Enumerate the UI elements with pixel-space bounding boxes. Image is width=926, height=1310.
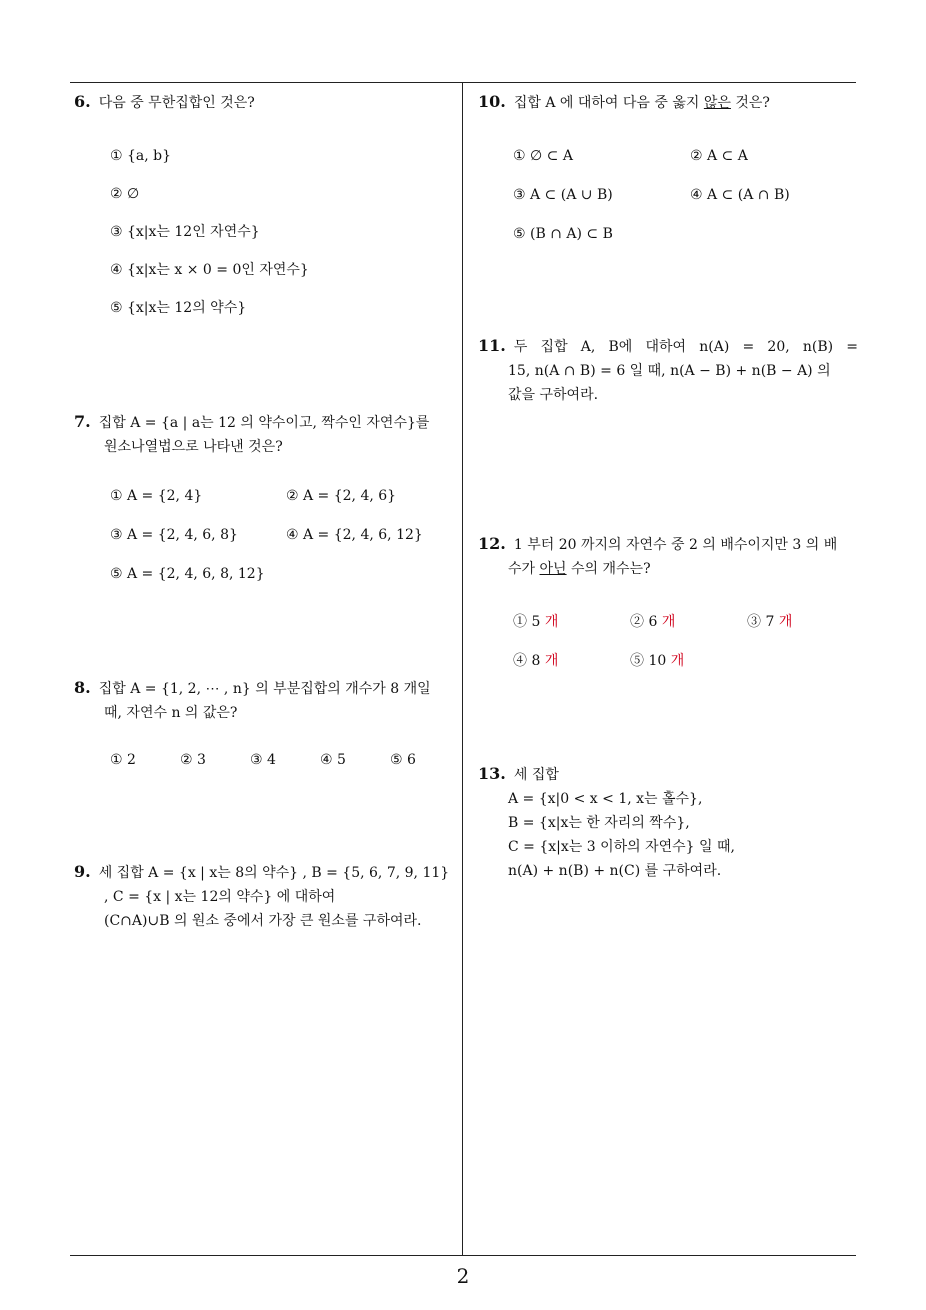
q8-option-2[interactable]: ② 3 <box>180 752 206 768</box>
question-stem-line1: 두 집합 A, B에 대하여 n(A) = 20, n(B) = <box>513 339 858 355</box>
question-13 <box>478 762 858 883</box>
q10-option-1[interactable]: ① ∅ ⊂ A <box>513 148 573 164</box>
q8-option-5[interactable]: ⑤ 6 <box>390 752 416 768</box>
q10-option-2[interactable]: ② A ⊂ A <box>690 148 748 164</box>
option-label: ⑤ 10 <box>630 653 671 669</box>
set-a-definition: A = {x|0 < x < 1, x는 홀수}, <box>508 791 703 807</box>
q7-option-1[interactable]: ① A = {2, 4} <box>110 488 203 504</box>
question-number: 6. <box>74 92 91 111</box>
question-stem-line1: 집합 A = {a | a는 12 의 약수이고, 짝수인 자연수}를 <box>98 415 430 431</box>
question-stem: 집합 A 에 대하여 다음 중 옳지 <box>513 95 704 111</box>
q12-option-1[interactable] <box>513 612 558 632</box>
question-stem-line2: 때, 자연수 n 의 값은? <box>104 705 238 721</box>
underlined-word: 아닌 <box>539 561 567 577</box>
question-number: 10. <box>478 92 506 111</box>
q6-option-3[interactable]: ③ {x|x는 12인 자연수} <box>110 224 260 240</box>
question-stem-line2: 원소나열법으로 나타낸 것은? <box>104 439 283 455</box>
question-stem-line1: 집합 A = {1, 2, ⋯ , n} 의 부분집합의 개수가 8 개일 <box>98 681 431 697</box>
q7-option-2[interactable]: ② A = {2, 4, 6} <box>286 488 397 504</box>
q7-option-4[interactable]: ④ A = {2, 4, 6, 12} <box>286 527 423 543</box>
option-label: ③ 7 <box>747 614 779 630</box>
question-stem-line3: (C∩A)∪B 의 원소 중에서 가장 큰 원소를 구하여라. <box>104 913 422 929</box>
q6-option-5[interactable]: ⑤ {x|x는 12의 약수} <box>110 300 247 316</box>
question-9 <box>74 860 458 933</box>
question-stem: 다음 중 무한집합인 것은? <box>98 95 255 111</box>
question-number: 9. <box>74 862 91 881</box>
question-stem-line1: 세 집합 A = {x | x는 8의 약수} , B = {5, 6, 7, 9, 11} <box>98 865 450 881</box>
q8-option-3[interactable]: ③ 4 <box>250 752 276 768</box>
question-number: 11. <box>478 336 506 355</box>
q6-option-4[interactable]: ④ {x|x는 x × 0 = 0인 자연수} <box>110 262 309 278</box>
option-unit: 개 <box>661 614 676 630</box>
question-number: 12. <box>478 534 506 553</box>
q7-option-5[interactable]: ⑤ A = {2, 4, 6, 8, 12} <box>110 566 265 582</box>
top-rule <box>70 82 856 83</box>
question-stem-line2-end: 수의 개수는? <box>566 561 651 577</box>
question-stem-end: 것은? <box>730 95 770 111</box>
option-label: ① 5 <box>513 614 545 630</box>
question-stem-line2: , C = {x | x는 12의 약수} 에 대하여 <box>104 889 336 905</box>
question-stem-line2: 수가 <box>508 561 540 577</box>
question-11 <box>478 334 858 407</box>
q12-option-3[interactable] <box>747 612 792 632</box>
option-unit: 개 <box>544 653 559 669</box>
option-unit: 개 <box>544 614 559 630</box>
q10-option-4[interactable]: ④ A ⊂ (A ∩ B) <box>690 187 790 203</box>
q8-option-1[interactable]: ① 2 <box>110 752 136 768</box>
q8-option-4[interactable]: ④ 5 <box>320 752 346 768</box>
question-number: 13. <box>478 764 506 783</box>
column-divider <box>462 82 463 1255</box>
option-label: ④ 8 <box>513 653 545 669</box>
q10-option-5[interactable]: ⑤ (B ∩ A) ⊂ B <box>513 226 613 242</box>
underlined-word: 않은 <box>703 95 731 111</box>
q6-option-1[interactable]: ① {a, b} <box>110 148 172 164</box>
page-number: 2 <box>456 1264 470 1288</box>
q12-option-4[interactable] <box>513 651 558 671</box>
option-unit: 개 <box>778 614 793 630</box>
question-12 <box>478 532 858 581</box>
q12-option-2[interactable] <box>630 612 675 632</box>
option-label: ② 6 <box>630 614 662 630</box>
set-c-definition: C = {x|x는 3 이하의 자연수} 일 때, <box>508 839 735 855</box>
question-10 <box>478 90 858 115</box>
option-unit: 개 <box>670 653 685 669</box>
question-6 <box>74 90 458 115</box>
question-ask: n(A) + n(B) + n(C) 를 구하여라. <box>508 863 722 879</box>
question-stem-line3: 값을 구하여라. <box>508 387 599 403</box>
bottom-rule <box>70 1255 856 1256</box>
q10-option-3[interactable]: ③ A ⊂ (A ∪ B) <box>513 187 613 203</box>
question-7 <box>74 410 458 459</box>
question-number: 8. <box>74 678 91 697</box>
question-number: 7. <box>74 412 91 431</box>
question-stem-line1: 1 부터 20 까지의 자연수 중 2 의 배수이지만 3 의 배 <box>513 537 838 553</box>
q12-option-5[interactable] <box>630 651 684 671</box>
q7-option-3[interactable]: ③ A = {2, 4, 6, 8} <box>110 527 238 543</box>
set-b-definition: B = {x|x는 한 자리의 짝수}, <box>508 815 690 831</box>
question-stem-line2: 15, n(A ∩ B) = 6 일 때, n(A − B) + n(B − A) 의 <box>508 363 831 379</box>
question-stem-line1: 세 집합 <box>513 767 559 783</box>
q6-option-2[interactable]: ② ∅ <box>110 186 140 202</box>
question-8 <box>74 676 458 725</box>
